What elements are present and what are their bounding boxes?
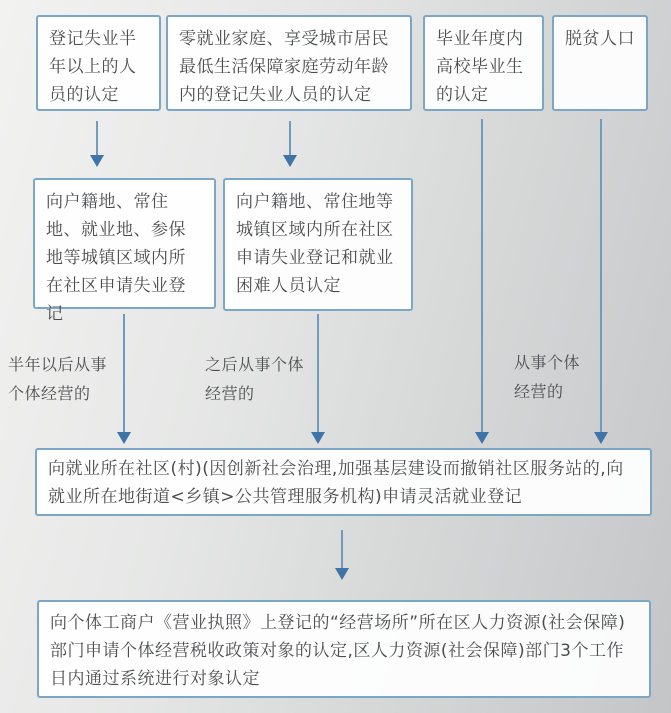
arrow-shaft [481, 119, 483, 432]
arrow-head [475, 432, 489, 444]
arrow-shaft [96, 121, 98, 155]
arrow-shaft [341, 530, 343, 568]
flow-box-apply-unemployment-registration: 向户籍地、常住地、就业地、参保地等城镇区域内所在社区申请失业登记 [33, 178, 216, 309]
flow-box-long-term-registered-unemployed: 登记失业半年以上的人员的认定 [36, 15, 161, 111]
arrow-shaft [600, 119, 602, 432]
arrow-label-afterwards-self-employed: 之后从事个体经营的 [205, 355, 305, 403]
arrow-head [90, 155, 104, 167]
arrow-label-after-half-year-self-employed: 半年以后从事个体经营的 [8, 355, 108, 403]
down-arrow-icon [594, 119, 608, 444]
down-arrow-icon [90, 121, 104, 167]
arrow-shaft [123, 314, 125, 432]
arrow-label-self-employed: 从事个体经营的 [514, 353, 581, 401]
arrow-shaft [289, 121, 291, 155]
arrow-head [335, 568, 349, 580]
flow-box-graduation-year-graduates: 毕业年度内高校毕业生的认定 [423, 15, 544, 111]
arrow-head [117, 432, 131, 444]
down-arrow-icon [335, 530, 349, 580]
arrow-head [594, 432, 608, 444]
arrow-head [283, 155, 297, 167]
arrow-head [311, 432, 325, 444]
down-arrow-icon [475, 119, 489, 444]
flow-box-tax-policy-object-recognition: 向个体工商户《营业执照》上登记的“经营场所”所在区人力资源(社会保障)部门申请个体经营税收政策对象的认定,区人力资源(社会保障)部门3个工作日内通过系统进行对象认定 [37, 600, 651, 698]
arrow-shaft [317, 314, 319, 432]
down-arrow-icon [283, 121, 297, 167]
flow-box-apply-registration-and-difficulty-recognition: 向户籍地、常住地等城镇区域内所在社区申请失业登记和就业困难人员认定 [223, 178, 413, 311]
flow-box-poverty-alleviated-population: 脱贫人口 [552, 15, 648, 111]
flow-box-zero-employment-family: 零就业家庭、享受城市居民最低生活保障家庭劳动年龄内的登记失业人员的认定 [166, 15, 412, 111]
flow-box-flexible-employment-registration: 向就业所在社区(村)(因创新社会治理,加强基层建设而撤销社区服务站的,向就业所在地街道<乡镇>公共管理服务机构)申请灵活就业登记 [35, 448, 652, 516]
